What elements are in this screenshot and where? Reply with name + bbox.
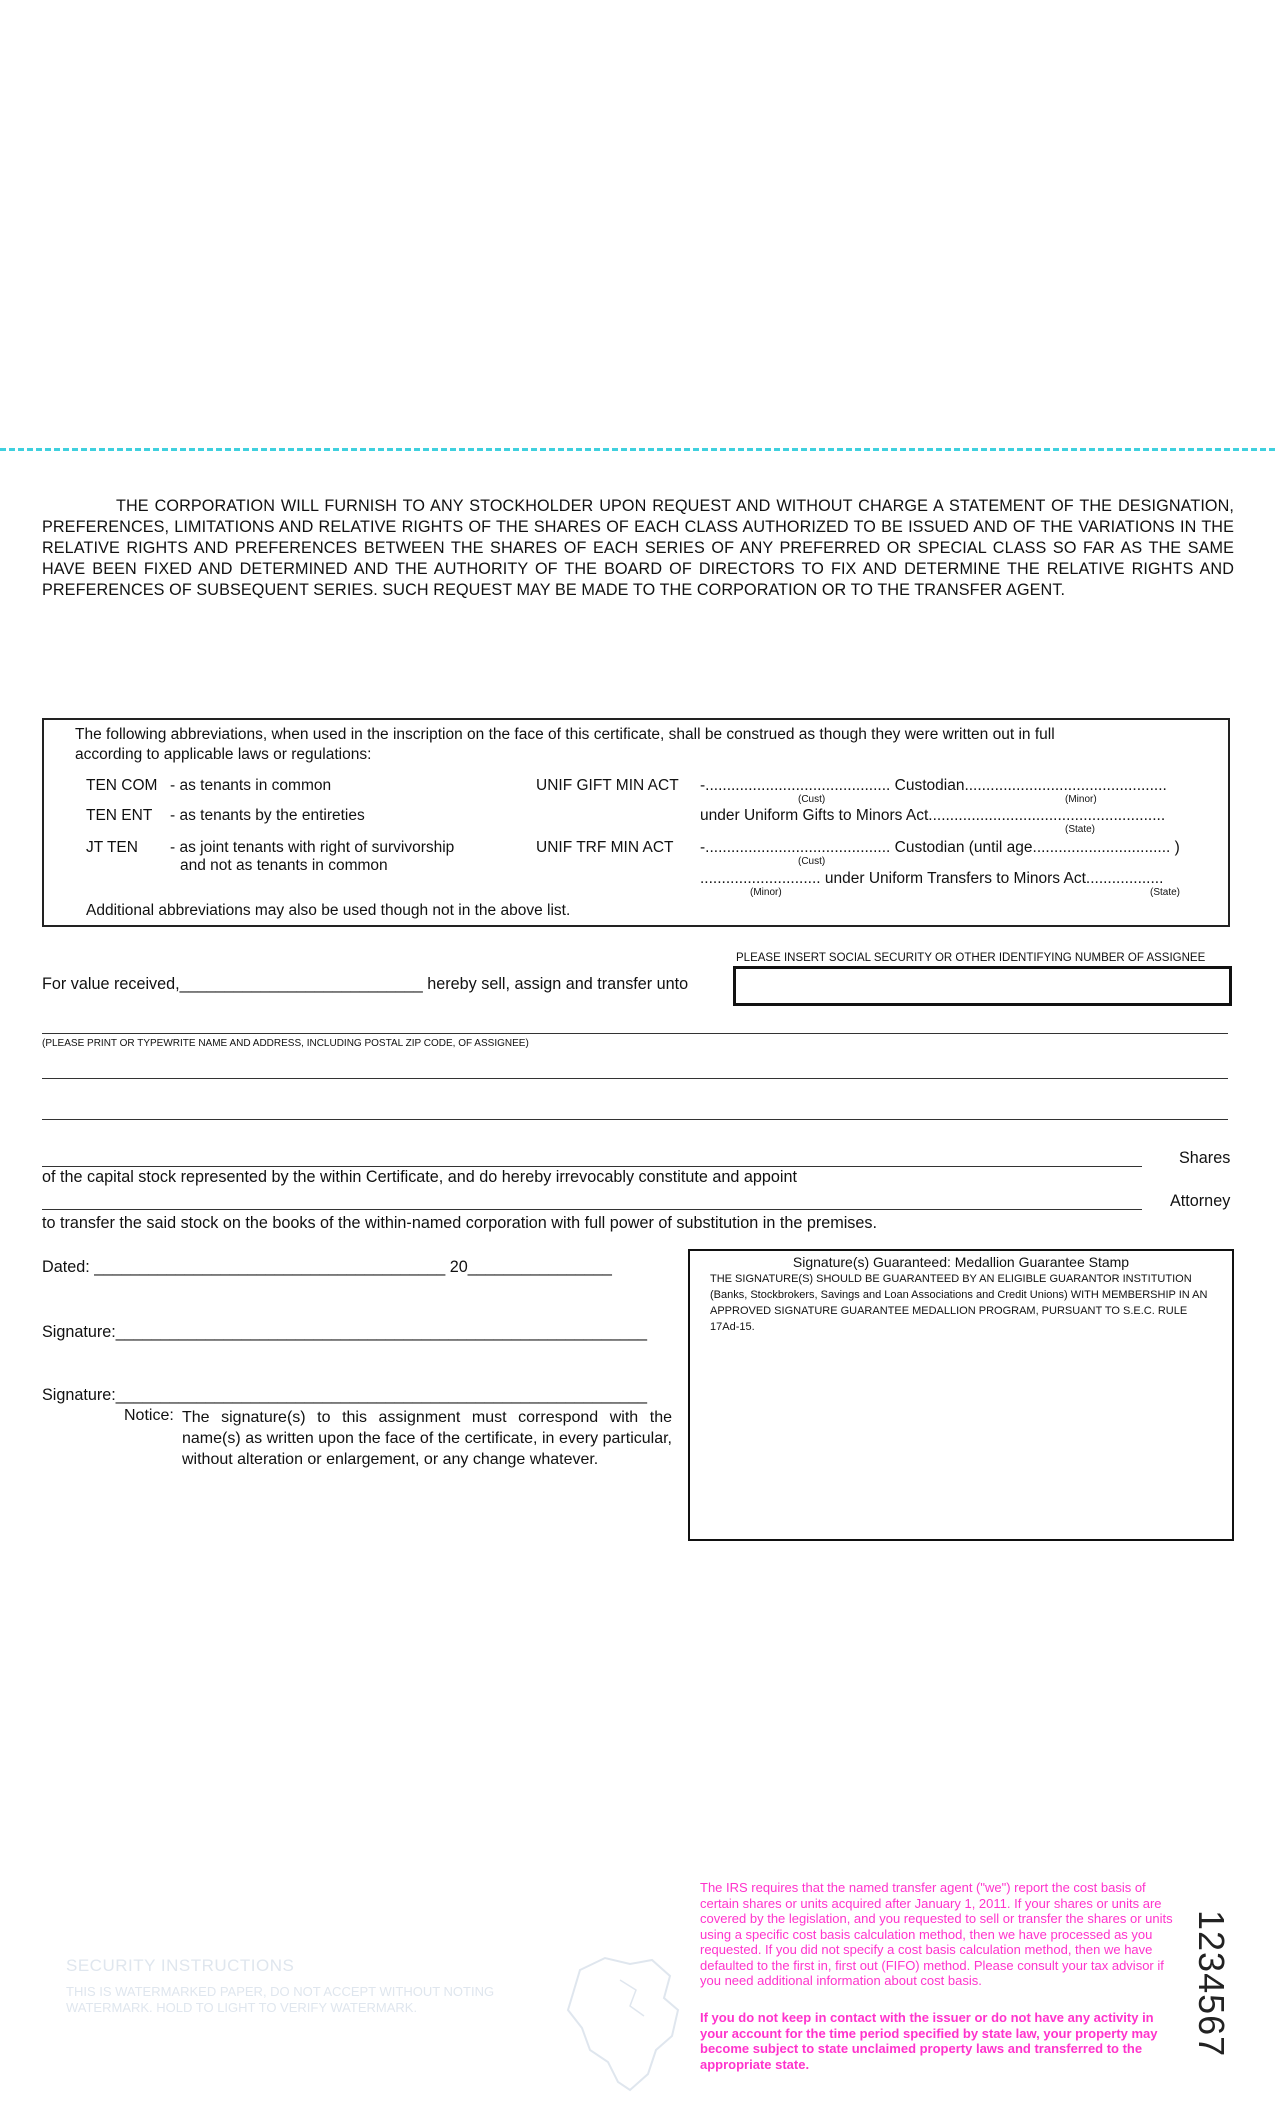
notice-text: The signature(s) to this assignment must correspond with the name(s) as written upon the face of the certificate, in every particular, without alteration or enlargement, or any change whatever. bbox=[182, 1409, 672, 1468]
unif-gift-minor-label: (Minor) bbox=[1065, 794, 1097, 805]
abbr-intro-line1: The following abbreviations, when used in the inscription on the face of this certificate, shall be construed as though they were written out in full bbox=[75, 726, 1055, 743]
medallion-title: Signature(s) Guaranteed: Medallion Guarantee Stamp bbox=[792, 1254, 1130, 1270]
notice-label: Notice: bbox=[124, 1407, 174, 1424]
signature-line-2[interactable]: Signature:___________________________________________________________ bbox=[42, 1386, 647, 1404]
print-name-label: (PLEASE PRINT OR TYPEWRITE NAME AND ADDRESS, INCLUDING POSTAL ZIP CODE, OF ASSIGNEE) bbox=[42, 1038, 529, 1049]
ten-ent-label: TEN ENT bbox=[86, 807, 153, 824]
unif-trf-minor-label: (Minor) bbox=[750, 887, 782, 898]
ssn-input-box[interactable] bbox=[733, 966, 1232, 1006]
corporation-statement bbox=[42, 496, 1234, 601]
assignee-address-line2[interactable] bbox=[42, 1119, 1228, 1120]
assignee-name-line[interactable] bbox=[42, 1033, 1228, 1034]
perforation-line bbox=[0, 448, 1275, 451]
unif-gift-line2: under Uniform Gifts to Minors Act....................................................... bbox=[700, 807, 1166, 824]
unif-trf-cust-label: (Cust) bbox=[798, 856, 826, 867]
to-transfer-text: to transfer the said stock on the books of the within-named corporation with full power of substitution in the premises. bbox=[42, 1214, 877, 1232]
unclaimed-property-notice: If you do not keep in contact with the issuer or do not have any activity in your account for the time period specified by state law, your property may become subject to state unclaimed property laws and transferred to the appropriate state. bbox=[700, 2010, 1158, 2072]
ssn-label: PLEASE INSERT SOCIAL SECURITY OR OTHER IDENTIFYING NUMBER OF ASSIGNEE bbox=[736, 952, 1206, 964]
jt-ten-label: JT TEN bbox=[86, 839, 138, 856]
dated-line[interactable]: Dated: _______________________________________ 20________________ bbox=[42, 1258, 612, 1276]
capital-stock-text: of the capital stock represented by the within Certificate, and do hereby irrevocably constitute and appoint bbox=[42, 1168, 797, 1186]
signature-line-1[interactable]: Signature:___________________________________________________________ bbox=[42, 1323, 647, 1341]
unif-gift-state-label: (State) bbox=[1065, 824, 1096, 835]
attorney-line[interactable] bbox=[42, 1209, 1142, 1210]
unif-gift-cust-label: (Cust) bbox=[798, 794, 826, 805]
unif-gift-label: UNIF GIFT MIN ACT bbox=[536, 777, 679, 794]
ten-com-label: TEN COM bbox=[86, 777, 158, 794]
shares-line[interactable] bbox=[42, 1166, 1142, 1167]
medallion-text: THE SIGNATURE(S) SHOULD BE GUARANTEED BY AN ELIGIBLE GUARANTOR INSTITUTION (Banks, Stockbrokers, Savings and Loan Associations and Credit Unions) WITH MEMBERSHIP IN AN APPROVED SIGNATURE GUARANTEE MEDALLION PROGRAM, PURSUANT TO S.E.C. RULE 17Ad-15. bbox=[710, 1273, 1208, 1333]
ten-com-desc: - as tenants in common bbox=[170, 777, 332, 794]
unif-trf-line1: -........................................... Custodian (until age................................ ) bbox=[700, 839, 1180, 856]
unif-trf-state-label: (State) bbox=[1150, 887, 1181, 898]
additional-abbreviations: Additional abbreviations may also be used though not in the above list. bbox=[86, 902, 571, 919]
ten-ent-desc: - as tenants by the entireties bbox=[170, 807, 365, 824]
attorney-label: Attorney bbox=[1170, 1192, 1231, 1210]
shares-label: Shares bbox=[1179, 1149, 1231, 1167]
jt-ten-desc2: and not as tenants in common bbox=[180, 857, 388, 874]
unif-trf-label: UNIF TRF MIN ACT bbox=[536, 839, 674, 856]
jt-ten-desc1: - as joint tenants with right of survivorship bbox=[170, 839, 455, 856]
certificate-code: 1234567 bbox=[1191, 1910, 1232, 2058]
north-america-map-icon bbox=[560, 1950, 690, 2105]
security-instructions-title: SECURITY INSTRUCTIONS bbox=[66, 1956, 295, 1975]
unif-gift-line1: -........................................... Custodian............................................... bbox=[700, 777, 1167, 794]
security-instructions-text: THIS IS WATERMARKED PAPER, DO NOT ACCEPT WITHOUT NOTING WATERMARK. HOLD TO LIGHT TO VERIFY WATERMARK. bbox=[66, 1984, 495, 2015]
value-received-line[interactable]: For value received,___________________________ hereby sell, assign and transfer unto bbox=[42, 975, 689, 993]
unif-trf-line2: ............................ under Uniform Transfers to Minors Act.................. bbox=[700, 870, 1164, 887]
abbr-intro-line2: according to applicable laws or regulations: bbox=[75, 746, 372, 763]
statement-text: THE CORPORATION WILL FURNISH TO ANY STOCKHOLDER UPON REQUEST AND WITHOUT CHARGE A STATEMENT OF THE DESIGNATION, PREFERENCES, LIMITATIONS AND RELATIVE RIGHTS OF THE SHARES OF EACH CLASS AUTHORIZED TO BE ISSUED AND OF THE VARIATIONS IN THE RELATIVE RIGHTS AND PREFERENCES BETWEEN THE SHARES OF EACH SERIES OF ANY PREFERRED OR SPECIAL CLASS SO FAR AS THE SAME HAVE BEEN FIXED AND DETERMINED AND THE AUTHORITY OF THE BOARD OF DIRECTORS TO FIX AND DETERMINE THE RELATIVE RIGHTS AND PREFERENCES OF SUBSEQUENT SERIES. SUCH REQUEST MAY BE MADE TO THE CORPORATION OR TO THE TRANSFER AGENT. bbox=[42, 497, 1234, 599]
assignee-address-line1[interactable] bbox=[42, 1078, 1228, 1079]
irs-cost-basis-notice: The IRS requires that the named transfer agent ("we") report the cost basis of certain shares or units acquired after January 1, 2011. If your shares or units are covered by the legislation, and you requested to sell or transfer the shares or units using a specific cost basis calculation method, then we have processed as you requested. If you did not specify a cost basis calculation method, then we have defaulted to the first in, first out (FIFO) method. Please consult your tax advisor if you need additional information about cost basis. bbox=[700, 1880, 1173, 1988]
